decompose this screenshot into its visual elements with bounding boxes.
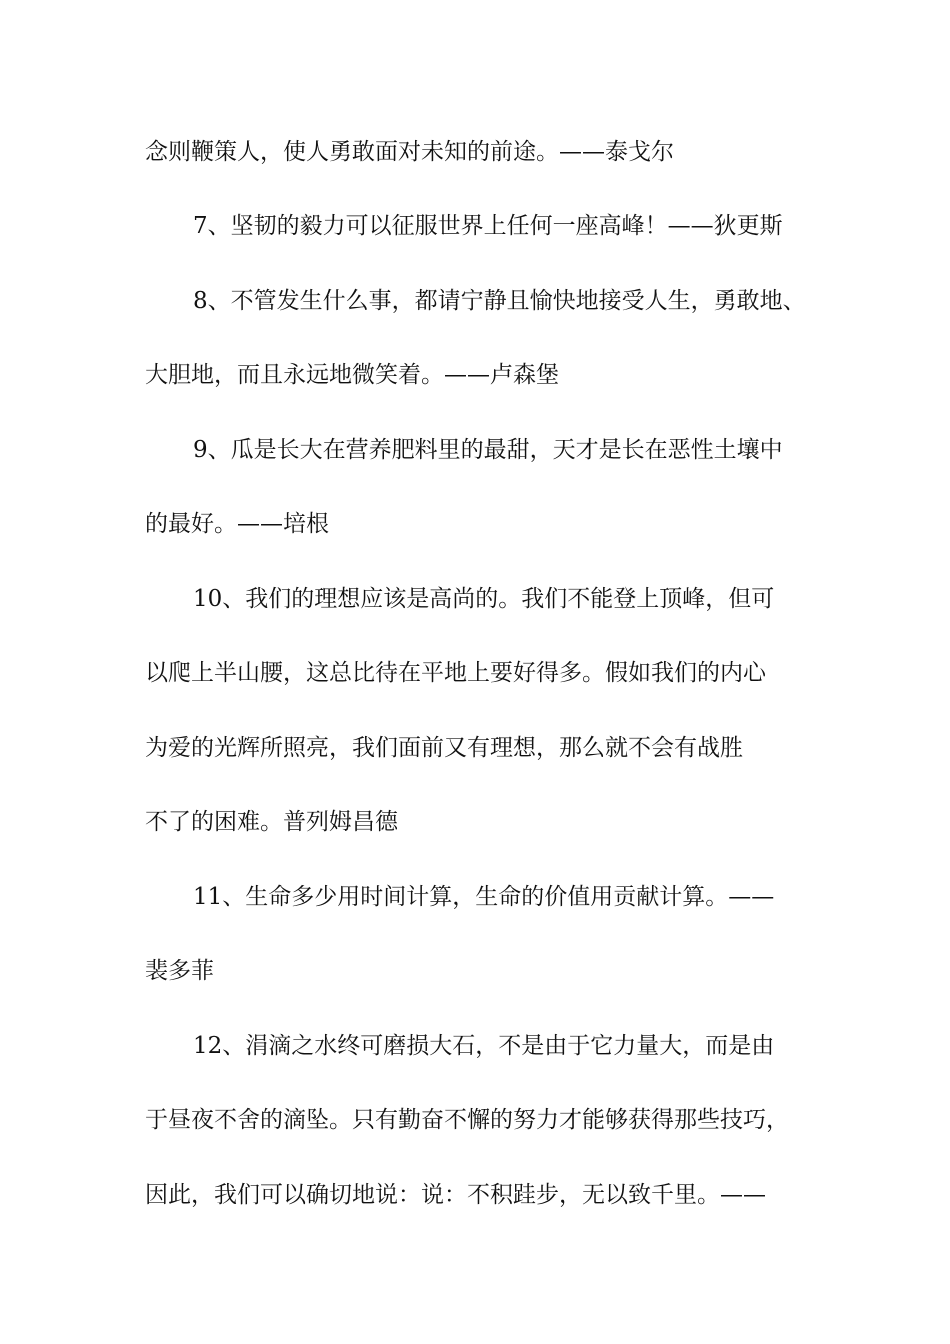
text-line: 的最好。——培根 (145, 511, 329, 537)
quote-12-line: 12、涓滴之水终可磨损大石，不是由于它力量大，而是由 (193, 1033, 775, 1059)
text-line: 念则鞭策人，使人勇敢面对未知的前途。——泰戈尔 (145, 139, 674, 165)
text-line: 裴多菲 (145, 958, 214, 984)
text-line: 大胆地，而且永远地微笑着。——卢森堡 (145, 362, 559, 388)
quote-9-line: 9、瓜是长大在营养肥料里的最甜，天才是长在恶性土壤中 (193, 437, 783, 463)
quote-10-line: 10、我们的理想应该是高尚的。我们不能登上顶峰，但可 (193, 586, 775, 612)
quote-7-line: 7、坚韧的毅力可以征服世界上任何一座高峰！——狄更斯 (193, 213, 783, 239)
quote-11-line: 11、生命多少用时间计算，生命的价值用贡献计算。—— (193, 884, 775, 910)
text-line: 因此，我们可以确切地说：说：不积跬步，无以致千里。—— (145, 1182, 766, 1208)
text-line: 于昼夜不舍的滴坠。只有勤奋不懈的努力才能够获得那些技巧， (145, 1107, 789, 1133)
quote-8-line: 8、不管发生什么事，都请宁静且愉快地接受人生，勇敢地、 (193, 288, 806, 314)
text-line: 不了的困难。普列姆昌德 (145, 809, 398, 835)
text-line: 以爬上半山腰，这总比待在平地上要好得多。假如我们的内心 (145, 660, 766, 686)
text-line: 为爱的光辉所照亮，我们面前又有理想，那么就不会有战胜 (145, 735, 743, 761)
